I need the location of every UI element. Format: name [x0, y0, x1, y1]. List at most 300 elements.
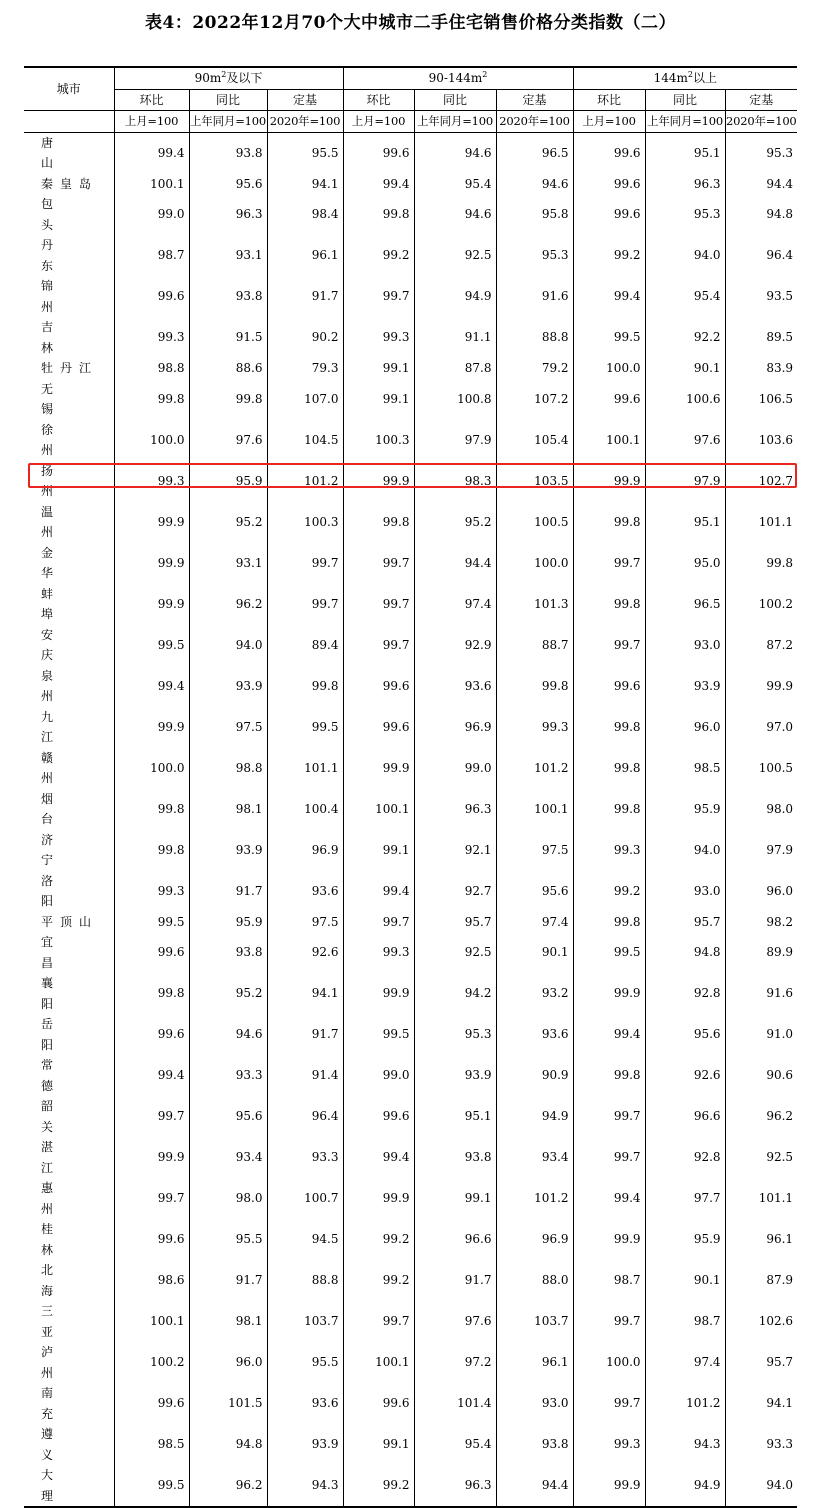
index-value: 99.9: [114, 584, 189, 625]
index-value: 94.1: [267, 973, 343, 1014]
index-value: 99.5: [573, 317, 645, 358]
index-value: 93.2: [496, 973, 573, 1014]
table-row: [24, 132, 797, 174]
index-value: 99.5: [114, 912, 189, 933]
index-value: 99.6: [573, 132, 645, 174]
table-row: [24, 543, 797, 584]
index-value: 95.2: [189, 973, 267, 1014]
index-value: 94.9: [645, 1465, 725, 1507]
city-name: 泸州: [41, 1345, 84, 1380]
city-name: 吉林: [41, 320, 84, 355]
index-value: 99.8: [573, 748, 645, 789]
index-value: 94.5: [267, 1219, 343, 1260]
index-value: 99.1: [414, 1178, 496, 1219]
table-row: [24, 830, 797, 871]
index-value: 99.4: [343, 174, 414, 195]
index-value: 96.9: [414, 707, 496, 748]
index-value: 100.3: [267, 502, 343, 543]
city-name: 锦州: [41, 279, 84, 314]
table-row: [24, 1342, 797, 1383]
index-value: 99.8: [573, 1055, 645, 1096]
index-value: 96.0: [725, 871, 797, 912]
table-row: [24, 317, 797, 358]
index-value: 98.7: [114, 235, 189, 276]
index-value: 99.3: [343, 932, 414, 973]
index-value: 100.3: [343, 420, 414, 461]
index-value: 93.0: [645, 871, 725, 912]
index-value: 93.8: [189, 932, 267, 973]
index-value: 90.6: [725, 1055, 797, 1096]
index-value: 95.3: [645, 194, 725, 235]
index-value: 97.4: [414, 584, 496, 625]
city-name: 泉州: [41, 668, 84, 703]
table-row: [24, 1014, 797, 1055]
city-name: 温州: [41, 504, 84, 539]
index-value: 100.0: [114, 420, 189, 461]
index-value: 96.3: [645, 174, 725, 195]
index-value: 99.4: [343, 1137, 414, 1178]
index-value: 93.3: [725, 1424, 797, 1465]
index-value: 99.9: [343, 1178, 414, 1219]
index-value: 94.4: [725, 174, 797, 195]
table-row: [24, 1383, 797, 1424]
table-row: [24, 174, 797, 195]
index-value: 92.5: [414, 932, 496, 973]
base-header-cell: 上年同月=100: [189, 111, 267, 133]
index-value: 100.5: [496, 502, 573, 543]
index-value: 93.9: [189, 830, 267, 871]
index-value: 99.6: [114, 276, 189, 317]
index-value: 96.3: [414, 789, 496, 830]
index-value: 99.7: [343, 625, 414, 666]
index-value: 96.3: [414, 1465, 496, 1507]
index-value: 93.6: [496, 1014, 573, 1055]
index-value: 99.2: [573, 871, 645, 912]
index-value: 99.9: [114, 1137, 189, 1178]
city-name: 济宁: [41, 832, 84, 867]
index-value: 99.9: [114, 707, 189, 748]
index-value: 98.0: [189, 1178, 267, 1219]
base-header-row: [24, 111, 797, 133]
group-header-medium: $90-144m^2$: [343, 67, 573, 89]
index-value: 98.5: [645, 748, 725, 789]
table-row: [24, 666, 797, 707]
city-name: 遵义: [41, 1427, 84, 1462]
index-value: 99.3: [114, 461, 189, 502]
index-value: 95.6: [189, 1096, 267, 1137]
city-name: 蚌埠: [41, 586, 84, 621]
index-value: 93.3: [267, 1137, 343, 1178]
city-name: 唐山: [41, 135, 84, 170]
sub-header-cell: 定基: [267, 89, 343, 111]
index-value: 99.9: [573, 973, 645, 1014]
index-value: 102.7: [725, 461, 797, 502]
index-value: 97.4: [496, 912, 573, 933]
index-value: 107.2: [496, 379, 573, 420]
table-row: [24, 420, 797, 461]
index-value: 90.1: [496, 932, 573, 973]
index-value: 100.0: [114, 748, 189, 789]
index-value: 99.7: [267, 584, 343, 625]
index-value: 95.1: [645, 502, 725, 543]
index-value: 95.3: [725, 132, 797, 174]
index-value: 100.2: [114, 1342, 189, 1383]
index-value: 99.7: [573, 1137, 645, 1178]
index-value: 99.6: [343, 707, 414, 748]
index-value: 100.0: [573, 358, 645, 379]
group-header-large: $144m^2$以上: [573, 67, 797, 89]
index-value: 100.1: [343, 1342, 414, 1383]
index-value: 95.7: [414, 912, 496, 933]
index-value: 95.9: [189, 912, 267, 933]
index-value: 99.9: [573, 461, 645, 502]
city-name: 丹东: [41, 238, 84, 273]
index-value: 99.9: [573, 1465, 645, 1507]
index-value: 98.2: [725, 912, 797, 933]
sub-header-cell: 同比: [645, 89, 725, 111]
index-value: 99.8: [114, 789, 189, 830]
table-row: [24, 194, 797, 235]
index-value: 99.6: [114, 1383, 189, 1424]
index-value: 94.1: [267, 174, 343, 195]
base-header-cell: 上月=100: [114, 111, 189, 133]
city-column-header: 城市: [24, 67, 114, 111]
index-value: 99.3: [114, 317, 189, 358]
index-value: 91.5: [189, 317, 267, 358]
index-value: 99.1: [343, 1424, 414, 1465]
index-value: 99.9: [343, 973, 414, 1014]
index-value: 96.2: [725, 1096, 797, 1137]
index-value: 99.0: [343, 1055, 414, 1096]
index-value: 98.6: [114, 1260, 189, 1301]
index-value: 95.0: [645, 543, 725, 584]
index-value: 99.3: [573, 830, 645, 871]
index-value: 99.7: [343, 276, 414, 317]
index-value: 94.9: [496, 1096, 573, 1137]
index-value: 99.4: [573, 276, 645, 317]
index-value: 98.1: [189, 789, 267, 830]
index-value: 97.4: [645, 1342, 725, 1383]
index-value: 99.7: [573, 1301, 645, 1342]
city-name: 烟台: [41, 791, 84, 826]
table-row: [24, 1424, 797, 1465]
index-value: 99.6: [114, 932, 189, 973]
index-value: 96.0: [645, 707, 725, 748]
index-value: 99.9: [343, 461, 414, 502]
base-header-cell: 上年同月=100: [645, 111, 725, 133]
index-value: 99.7: [343, 1301, 414, 1342]
index-value: 95.9: [645, 789, 725, 830]
index-value: 99.0: [114, 194, 189, 235]
index-value: 99.6: [573, 379, 645, 420]
index-value: 107.0: [267, 379, 343, 420]
index-value: 94.2: [414, 973, 496, 1014]
index-value: 99.8: [573, 584, 645, 625]
index-value: 94.6: [189, 1014, 267, 1055]
index-value: 100.7: [267, 1178, 343, 1219]
table-row: [24, 276, 797, 317]
index-value: 97.9: [414, 420, 496, 461]
index-value: 93.3: [189, 1055, 267, 1096]
table-row: [24, 379, 797, 420]
index-value: 93.6: [414, 666, 496, 707]
city-name: 湛江: [41, 1140, 84, 1175]
index-value: 99.1: [343, 830, 414, 871]
city-name: 安庆: [41, 627, 84, 662]
index-value: 99.6: [343, 666, 414, 707]
index-value: 99.3: [496, 707, 573, 748]
index-value: 92.6: [267, 932, 343, 973]
index-value: 94.0: [645, 235, 725, 276]
index-value: 99.2: [573, 235, 645, 276]
index-value: 93.8: [496, 1424, 573, 1465]
index-value: 97.6: [414, 1301, 496, 1342]
index-value: 98.8: [189, 748, 267, 789]
index-value: 99.5: [114, 1465, 189, 1507]
index-value: 95.5: [189, 1219, 267, 1260]
index-value: 87.9: [725, 1260, 797, 1301]
index-value: 94.1: [725, 1383, 797, 1424]
index-value: 91.1: [414, 317, 496, 358]
index-value: 98.7: [573, 1260, 645, 1301]
index-value: 94.3: [645, 1424, 725, 1465]
index-value: 99.2: [343, 1260, 414, 1301]
city-name: 洛阳: [41, 873, 84, 908]
index-value: 93.9: [414, 1055, 496, 1096]
index-value: 100.2: [725, 584, 797, 625]
table-row: [24, 235, 797, 276]
index-value: 103.7: [267, 1301, 343, 1342]
index-value: 99.5: [114, 625, 189, 666]
index-value: 99.7: [267, 543, 343, 584]
index-value: 99.9: [343, 748, 414, 789]
index-value: 95.6: [496, 871, 573, 912]
index-value: 92.8: [645, 1137, 725, 1178]
index-value: 95.4: [645, 276, 725, 317]
price-index-table-container: [24, 66, 797, 1508]
index-value: 91.7: [267, 1014, 343, 1055]
index-value: 99.4: [573, 1014, 645, 1055]
index-value: 94.6: [414, 132, 496, 174]
index-value: 99.7: [573, 543, 645, 584]
index-value: 87.8: [414, 358, 496, 379]
index-value: 93.9: [189, 666, 267, 707]
index-value: 99.6: [114, 1219, 189, 1260]
index-value: 90.1: [645, 358, 725, 379]
index-value: 103.7: [496, 1301, 573, 1342]
index-value: 105.4: [496, 420, 573, 461]
index-value: 95.2: [189, 502, 267, 543]
index-value: 96.5: [496, 132, 573, 174]
index-value: 96.2: [189, 584, 267, 625]
table-row: [24, 1219, 797, 1260]
index-value: 99.4: [114, 1055, 189, 1096]
index-value: 93.6: [267, 871, 343, 912]
index-value: 99.4: [573, 1178, 645, 1219]
index-value: 100.1: [114, 174, 189, 195]
table-row: [24, 1055, 797, 1096]
table-row: [24, 1260, 797, 1301]
index-value: 92.9: [414, 625, 496, 666]
index-value: 96.6: [414, 1219, 496, 1260]
index-value: 92.7: [414, 871, 496, 912]
index-value: 101.1: [725, 502, 797, 543]
index-value: 88.0: [496, 1260, 573, 1301]
index-value: 99.3: [343, 317, 414, 358]
sub-header-cell: 环比: [573, 89, 645, 111]
index-value: 99.3: [573, 1424, 645, 1465]
index-value: 89.5: [725, 317, 797, 358]
index-value: 99.2: [343, 1219, 414, 1260]
city-name: 北海: [41, 1263, 84, 1298]
index-value: 101.2: [496, 1178, 573, 1219]
index-value: 99.2: [343, 235, 414, 276]
index-value: 96.1: [725, 1219, 797, 1260]
table-row: [24, 912, 797, 933]
base-header-cell: 2020年=100: [267, 111, 343, 133]
sub-header-cell: 定基: [725, 89, 797, 111]
index-value: 97.5: [496, 830, 573, 871]
index-value: 102.6: [725, 1301, 797, 1342]
index-value: 79.3: [267, 358, 343, 379]
index-value: 100.1: [343, 789, 414, 830]
city-name: 包头: [41, 197, 84, 232]
index-value: 95.8: [496, 194, 573, 235]
index-value: 101.4: [414, 1383, 496, 1424]
index-value: 99.7: [573, 1383, 645, 1424]
index-value: 98.1: [189, 1301, 267, 1342]
index-value: 95.3: [496, 235, 573, 276]
index-value: 93.1: [189, 235, 267, 276]
index-value: 92.8: [645, 973, 725, 1014]
index-value: 96.1: [496, 1342, 573, 1383]
index-value: 97.9: [725, 830, 797, 871]
index-value: 89.9: [725, 932, 797, 973]
table-row: [24, 1096, 797, 1137]
city-name: 襄阳: [41, 976, 84, 1011]
table-row: [24, 1301, 797, 1342]
index-value: 95.5: [267, 1342, 343, 1383]
index-value: 99.8: [573, 912, 645, 933]
index-value: 100.1: [573, 420, 645, 461]
index-value: 99.5: [267, 707, 343, 748]
index-value: 92.1: [414, 830, 496, 871]
index-value: 97.6: [645, 420, 725, 461]
index-value: 99.8: [343, 502, 414, 543]
index-value: 99.6: [343, 1383, 414, 1424]
index-value: 92.2: [645, 317, 725, 358]
index-value: 95.3: [414, 1014, 496, 1055]
table-row: [24, 1178, 797, 1219]
index-value: 99.7: [343, 584, 414, 625]
index-value: 96.9: [496, 1219, 573, 1260]
table-row: [24, 707, 797, 748]
index-value: 93.8: [189, 132, 267, 174]
index-value: 94.6: [414, 194, 496, 235]
index-value: 99.9: [725, 666, 797, 707]
index-value: 104.5: [267, 420, 343, 461]
base-header-cell: 上年同月=100: [414, 111, 496, 133]
index-value: 98.4: [267, 194, 343, 235]
index-value: 99.6: [573, 666, 645, 707]
table-row: [24, 461, 797, 502]
city-name: 韶关: [41, 1099, 84, 1134]
index-value: 95.2: [414, 502, 496, 543]
index-value: 88.7: [496, 625, 573, 666]
empty-header-cell: [24, 111, 114, 133]
city-name: 九江: [41, 709, 84, 744]
index-value: 99.7: [114, 1096, 189, 1137]
index-value: 106.5: [725, 379, 797, 420]
table-row: [24, 584, 797, 625]
index-value: 98.3: [414, 461, 496, 502]
index-value: 98.5: [114, 1424, 189, 1465]
index-value: 95.5: [267, 132, 343, 174]
city-name: 宜昌: [41, 935, 84, 970]
index-value: 95.9: [645, 1219, 725, 1260]
index-value: 97.6: [189, 420, 267, 461]
index-value: 99.6: [573, 194, 645, 235]
index-value: 94.8: [645, 932, 725, 973]
index-value: 99.6: [114, 1014, 189, 1055]
index-value: 93.9: [645, 666, 725, 707]
index-value: 100.4: [267, 789, 343, 830]
index-value: 99.7: [343, 912, 414, 933]
index-value: 91.4: [267, 1055, 343, 1096]
index-value: 91.7: [267, 276, 343, 317]
index-value: 91.7: [189, 871, 267, 912]
city-name: 岳阳: [41, 1017, 84, 1052]
index-value: 96.9: [267, 830, 343, 871]
index-value: 94.6: [496, 174, 573, 195]
index-value: 99.4: [343, 871, 414, 912]
index-value: 100.1: [114, 1301, 189, 1342]
index-value: 93.1: [189, 543, 267, 584]
city-name: 南充: [41, 1386, 84, 1421]
sub-header-cell: 环比: [114, 89, 189, 111]
base-header-cell: 上月=100: [343, 111, 414, 133]
index-value: 100.6: [645, 379, 725, 420]
index-value: 93.4: [496, 1137, 573, 1178]
index-value: 100.5: [725, 748, 797, 789]
index-value: 99.9: [114, 502, 189, 543]
index-value: 93.6: [267, 1383, 343, 1424]
sub-header-cell: 同比: [189, 89, 267, 111]
index-value: 99.7: [573, 1096, 645, 1137]
index-value: 91.7: [414, 1260, 496, 1301]
table-row: [24, 358, 797, 379]
table-row: [24, 789, 797, 830]
index-value: 97.0: [725, 707, 797, 748]
city-name: 徐州: [41, 422, 84, 457]
index-value: 97.5: [189, 707, 267, 748]
index-value: 99.8: [496, 666, 573, 707]
index-value: 101.3: [496, 584, 573, 625]
table-row-highlighted: [24, 748, 797, 789]
index-value: 99.4: [114, 666, 189, 707]
index-value: 93.4: [189, 1137, 267, 1178]
index-value: 101.1: [267, 748, 343, 789]
index-value: 99.1: [343, 358, 414, 379]
index-value: 99.6: [343, 132, 414, 174]
index-value: 99.6: [343, 1096, 414, 1137]
index-value: 89.4: [267, 625, 343, 666]
base-header-cell: 2020年=100: [725, 111, 797, 133]
index-value: 83.9: [725, 358, 797, 379]
index-value: 99.6: [573, 174, 645, 195]
city-name: 平顶山: [41, 914, 99, 929]
index-value: 98.0: [725, 789, 797, 830]
